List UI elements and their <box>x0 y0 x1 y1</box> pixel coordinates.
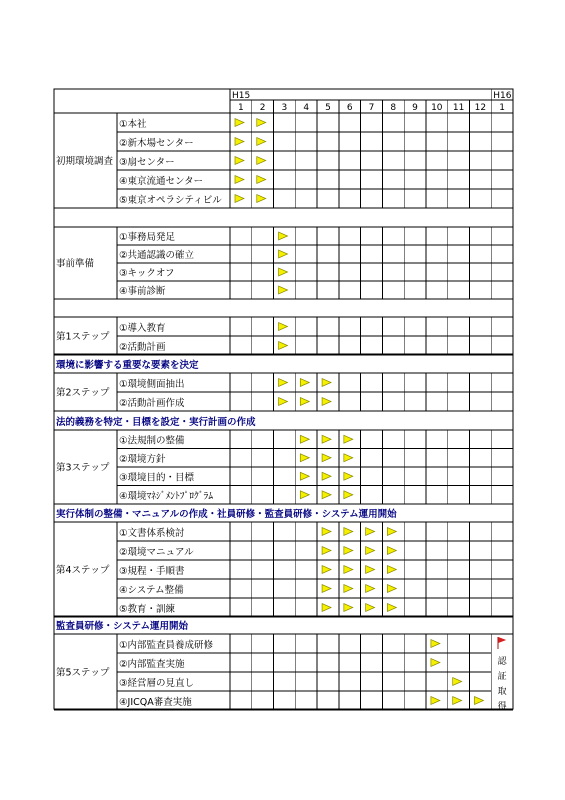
task-label: ①事務局発足 <box>119 232 176 243</box>
task-label: ②環境マニュアル <box>119 547 194 558</box>
task-label: ③キックオフ <box>119 268 175 279</box>
schedule-flag-icon <box>453 697 462 705</box>
task-label: ⑤東京オペラシティビル <box>119 195 222 206</box>
schedule-flag-icon <box>366 566 375 574</box>
schedule-flag-icon <box>344 604 353 612</box>
task-label: ④システム整備 <box>119 585 184 596</box>
schedule-flag-icon <box>279 268 288 276</box>
phase-label: 第1ステップ <box>56 331 110 343</box>
phase-band-text: 実行体制の整備・マニュアルの作成・社員研修・監査員研修・システム運用開始 <box>56 509 397 520</box>
task-label: ⑤教育・訓練 <box>119 604 176 615</box>
schedule-flag-icon <box>366 547 375 555</box>
phase-band-text: 法的義務を特定・目標を設定・実行計画の作成 <box>56 417 256 428</box>
task-label: ③環境目的・目標 <box>119 472 195 484</box>
schedule-flag-icon <box>279 286 288 294</box>
phase-label: 第3ステップ <box>56 462 110 474</box>
task-label: ③経営層の見直し <box>119 678 195 689</box>
year-label: H16 <box>493 91 512 101</box>
phase-label: 第5ステップ <box>56 667 110 679</box>
month-label: 10 <box>431 103 443 113</box>
month-label: 3 <box>281 103 288 113</box>
schedule-flag-icon <box>257 157 266 165</box>
schedule-flag-icon <box>235 176 244 184</box>
schedule-flag-icon <box>257 119 266 127</box>
task-label: ④JICQA審査実施 <box>119 697 192 708</box>
phase-band-text: 監査員研修・システム運用開始 <box>56 621 189 632</box>
schedule-flag-icon <box>431 640 440 648</box>
schedule-flag-icon <box>344 435 353 443</box>
schedule-flag-icon <box>322 547 331 555</box>
task-label: ②内部監査実施 <box>119 659 185 670</box>
milestone-text-char: 証 <box>497 672 507 682</box>
schedule-flag-icon <box>279 250 288 258</box>
task-label: ②活動計画 <box>119 342 166 353</box>
task-label: ②共通認識の確立 <box>119 250 195 261</box>
month-label: 1 <box>238 103 244 113</box>
schedule-flag-icon <box>279 379 288 387</box>
task-label: ①導入教育 <box>119 323 166 334</box>
month-label: 7 <box>368 103 375 113</box>
schedule-flag-icon <box>344 454 353 462</box>
schedule-flag-icon <box>235 119 244 127</box>
task-label: ④事前診断 <box>119 286 166 297</box>
schedule-flag-icon <box>366 604 375 612</box>
schedule-flag-icon <box>279 323 288 331</box>
task-label: ①内部監査員養成研修 <box>119 640 214 651</box>
schedule-flag-icon <box>235 157 244 165</box>
phase-band-text: 環境に影響する重要な要素を決定 <box>56 360 199 371</box>
phase-label: 第4ステップ <box>56 565 110 576</box>
schedule-flag-icon <box>300 379 309 387</box>
schedule-flag-icon <box>322 454 331 462</box>
task-label: ②新木場センター <box>119 138 194 149</box>
milestone-text-char: 認 <box>497 657 507 667</box>
milestone-text-char: 取 <box>497 687 507 697</box>
task-label: ③規程・手順書 <box>119 566 185 577</box>
schedule-flag-icon <box>279 398 288 406</box>
schedule-flag-icon <box>431 659 440 667</box>
schedule-flag-icon <box>344 491 353 499</box>
schedule-flag-icon <box>322 398 331 406</box>
schedule-flag-icon <box>235 195 244 203</box>
schedule-flag-icon <box>366 528 375 536</box>
month-label: 4 <box>303 103 310 113</box>
month-label: 1 <box>499 103 505 113</box>
schedule-flag-icon <box>257 138 266 146</box>
schedule-flag-icon <box>322 528 331 536</box>
month-label: 8 <box>390 103 397 113</box>
task-label: ①文書体系検討 <box>119 528 185 539</box>
schedule-flag-icon <box>279 342 288 350</box>
schedule-flag-icon <box>387 604 396 612</box>
schedule-flag-icon <box>322 566 331 574</box>
task-label: ③扇センター <box>119 157 175 168</box>
month-label: 6 <box>346 103 353 113</box>
schedule-flag-icon <box>235 138 244 146</box>
phase-label: 第2ステップ <box>56 387 110 399</box>
schedule-flag-icon <box>322 491 331 499</box>
schedule-flag-icon <box>257 176 266 184</box>
schedule-flag-icon <box>257 195 266 203</box>
task-label: ④東京流通センター <box>119 176 204 187</box>
schedule-flag-icon <box>300 435 309 443</box>
schedule-flag-icon <box>344 472 353 480</box>
schedule-flag-icon <box>322 472 331 480</box>
task-label: ①法規制の整備 <box>119 435 185 447</box>
schedule-flag-icon <box>344 566 353 574</box>
schedule-flag-icon <box>387 585 396 593</box>
schedule-flag-icon <box>322 379 331 387</box>
year-label: H15 <box>232 91 251 101</box>
schedule-flag-icon <box>344 585 353 593</box>
schedule-flag-icon <box>279 232 288 240</box>
task-label: ①本社 <box>119 119 147 130</box>
schedule-flag-icon <box>387 528 396 536</box>
schedule-flag-icon <box>344 528 353 536</box>
schedule-flag-icon <box>322 585 331 593</box>
schedule-flag-icon <box>300 491 309 499</box>
red-flag-icon <box>498 637 506 643</box>
schedule-flag-icon <box>387 547 396 555</box>
task-label: ②活動計画作成 <box>119 398 185 409</box>
task-label: ④環境ﾏﾈｼﾞﾒﾝﾄﾌﾟﾛｸﾞﾗﾑ <box>119 491 214 502</box>
schedule-flag-icon <box>344 547 353 555</box>
month-label: 11 <box>452 103 465 113</box>
month-label: 9 <box>412 103 418 113</box>
month-label: 2 <box>259 103 266 113</box>
phase-label: 初期環境調査 <box>56 156 114 167</box>
milestone-text-char: 得 <box>497 702 507 712</box>
schedule-flag-icon <box>431 697 440 705</box>
phase-label: 事前準備 <box>56 258 95 270</box>
schedule-flag-icon <box>453 678 462 686</box>
month-label: 12 <box>474 103 487 113</box>
schedule-flag-icon <box>322 604 331 612</box>
task-label: ②環境方針 <box>119 454 166 465</box>
schedule-flag-icon <box>387 566 396 574</box>
month-label: 5 <box>325 103 331 113</box>
schedule-flag-icon <box>300 398 309 406</box>
schedule-flag-icon <box>474 697 483 705</box>
schedule-flag-icon <box>300 454 309 462</box>
schedule-flag-icon <box>366 585 375 593</box>
task-label: ①環境側面抽出 <box>119 379 185 390</box>
schedule-flag-icon <box>322 435 331 443</box>
schedule-flag-icon <box>300 472 309 480</box>
